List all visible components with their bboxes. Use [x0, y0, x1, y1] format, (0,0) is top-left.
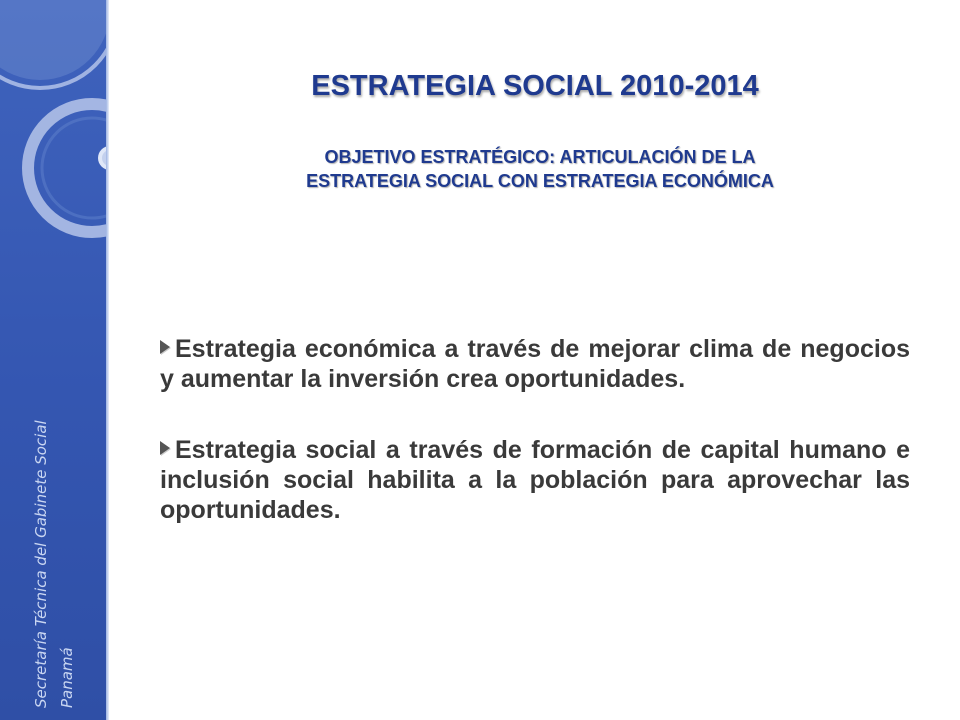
subtitle-line-1: OBJETIVO ESTRATÉGICO: ARTICULACIÓN DE LA — [324, 147, 756, 167]
bullet-text: Estrategia económica a través de mejorar clima de negocios y aumentar la inversión crea oportunidades. — [160, 335, 910, 393]
bullet-item — [160, 334, 910, 394]
subtitle-line-2: ESTRATEGIA SOCIAL CON ESTRATEGIA ECONÓMICA — [306, 171, 774, 191]
decorative-circles — [0, 0, 106, 260]
sidebar-band — [0, 0, 106, 720]
slide-subtitle — [200, 145, 880, 193]
arrow-bullet-icon — [160, 441, 170, 455]
bullet-text: Estrategia social a través de formación de capital humano e inclusión social habilita a la población para aprovechar las oportunidades. — [160, 436, 910, 524]
slide-title: ESTRATEGIA SOCIAL 2010-2014 — [311, 70, 759, 102]
bullet-list — [160, 334, 910, 566]
bullet-item — [160, 435, 910, 525]
sidebar-divider — [106, 0, 109, 720]
arrow-bullet-icon — [160, 340, 170, 354]
sidebar-line-2: Panamá — [58, 647, 76, 708]
sidebar-organization-label — [28, 420, 80, 708]
sidebar-line-1: Secretaría Técnica del Gabinete Social — [32, 420, 50, 708]
